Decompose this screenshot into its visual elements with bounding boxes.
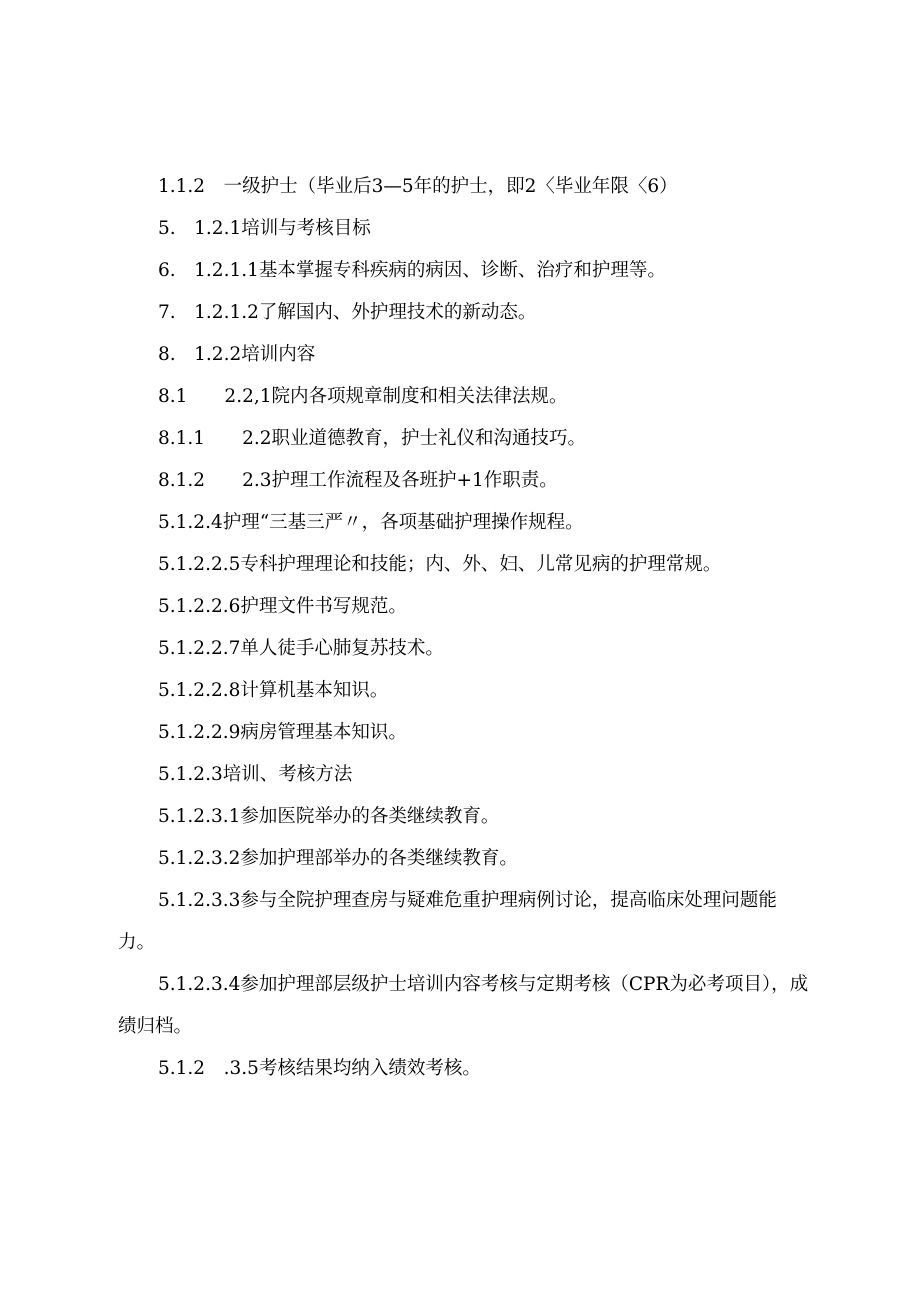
- paragraph-line-4: 7. 1.2.1.2了解国内、外护理技术的新动态。: [158, 302, 537, 323]
- paragraph-line-15: 5.1.2.3培训、考核方法: [158, 764, 353, 785]
- document-body: [118, 166, 810, 1090]
- paragraph-line-7: 8.1.1 2.2职业道德教育，护士礼仪和沟通技巧。: [158, 428, 586, 449]
- paragraph-line-14: 5.1.2.2.9病房管理基本知识。: [158, 722, 407, 743]
- paragraph-line-5: 8. 1.2.2培训内容: [158, 344, 316, 365]
- paragraph-line-10: 5.1.2.2.5专科护理理论和技能；内、外、妇、儿常见病的护理常规。: [158, 554, 722, 575]
- paragraph-line-6: 8.1 2.2,1院内各项规章制度和相关法律法规。: [158, 386, 568, 407]
- paragraph-line-17: 5.1.2.3.2参加护理部举办的各类继续教育。: [158, 848, 518, 869]
- paragraph-line-1: 1.1.2 一级护士（毕业后3—5年的护士，即2〈毕业年限〈6）: [158, 176, 678, 197]
- paragraph-line-11: 5.1.2.2.6护理文件书写规范。: [158, 596, 407, 617]
- paragraph-line-19: 5.1.2.3.4参加护理部层级护士培训内容考核与定期考核（CPR为必考项目），成绩归档。: [118, 974, 809, 1037]
- paragraph-line-20: 5.1.2 .3.5考核结果均纳入绩效考核。: [158, 1058, 481, 1079]
- paragraph-line-2: 5. 1.2.1培训与考核目标: [158, 218, 371, 239]
- paragraph-line-16: 5.1.2.3.1参加医院举办的各类继续教育。: [158, 806, 500, 827]
- paragraph-line-9: 5.1.2.4护理“三基三严〃，各项基础护理操作规程。: [158, 512, 584, 533]
- paragraph-line-3: 6. 1.2.1.1基本掌握专科疾病的病因、诊断、治疗和护理等。: [158, 260, 666, 281]
- paragraph-line-12: 5.1.2.2.7单人徒手心肺复苏技术。: [158, 638, 444, 659]
- paragraph-line-13: 5.1.2.2.8计算机基本知识。: [158, 680, 389, 701]
- paragraph-line-8: 8.1.2 2.3护理工作流程及各班护+1作职责。: [158, 470, 558, 491]
- paragraph-line-18: 5.1.2.3.3参与全院护理查房与疑难危重护理病例讨论，提高临床处理问题能力。: [118, 890, 777, 953]
